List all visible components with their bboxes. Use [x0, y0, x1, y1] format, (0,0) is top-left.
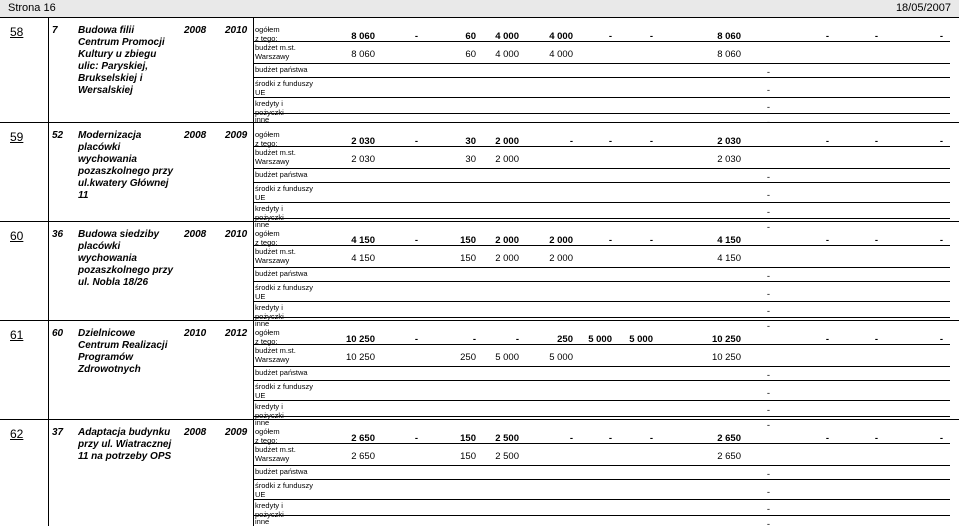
item-number: 52: [52, 130, 64, 141]
source-label-line: z tego:: [255, 238, 278, 247]
source-label-line: kredyty i pożyczki: [255, 99, 284, 117]
eu-funds-value: -: [766, 190, 770, 201]
source-label-line: ogółem: [255, 427, 280, 436]
source-label-line: UE: [255, 88, 266, 97]
city-budget-value: 8 060: [717, 49, 741, 60]
item-number: 37: [52, 427, 64, 438]
other-value: -: [766, 321, 770, 332]
total-value: 4 150: [717, 235, 741, 246]
loans-value: -: [766, 504, 770, 515]
label-other: [255, 517, 313, 526]
source-label-line: budżet m.st.: [255, 43, 296, 52]
row-number: 61: [10, 328, 24, 342]
total-value: -: [414, 433, 418, 444]
city-budget-value: 2 650: [717, 451, 741, 462]
end-year: 2012: [225, 328, 248, 339]
source-label-line: z tego:: [255, 436, 278, 445]
project-row: [0, 320, 959, 431]
label-city-budget: [255, 247, 313, 265]
total-value: -: [649, 235, 653, 246]
city-budget-value: 2 500: [495, 451, 519, 462]
source-label-line: ogółem: [255, 130, 280, 139]
source-label-line: ogółem: [255, 25, 280, 34]
label-eu-funds: [255, 79, 313, 97]
city-budget-value: 250: [460, 352, 476, 363]
start-year: 2008: [184, 130, 207, 141]
eu-funds-value: -: [766, 85, 770, 96]
end-year: 2010: [225, 229, 248, 240]
total-value: -: [874, 235, 878, 246]
eu-funds-value: -: [766, 289, 770, 300]
total-value: 2 000: [495, 235, 519, 246]
end-year: 2009: [225, 427, 248, 438]
total-value: -: [939, 235, 943, 246]
source-label-line: budżet państwa: [255, 368, 308, 377]
city-budget-value: 2 030: [351, 154, 375, 165]
source-label-line: kredyty i pożyczki: [255, 501, 284, 519]
total-value: -: [414, 235, 418, 246]
total-value: -: [825, 433, 829, 444]
city-budget-value: 4 000: [495, 49, 519, 60]
label-state-budget: [255, 65, 313, 74]
city-budget-value: 30: [465, 154, 476, 165]
other-value: -: [766, 519, 770, 530]
total-value: -: [939, 31, 943, 42]
source-label-line: inne: [255, 517, 270, 526]
source-label-line: Warszawy: [255, 454, 290, 463]
label-state-budget: [255, 269, 313, 278]
project-name: Modernizacja placówki wychowania pozaszkolnego przy ul.kwatery Głównej 11: [78, 130, 174, 201]
total-value: 2 650: [717, 433, 741, 444]
city-budget-value: 4 150: [717, 253, 741, 264]
source-label-line: z tego:: [255, 139, 278, 148]
label-state-budget: [255, 368, 313, 377]
eu-funds-value: -: [766, 487, 770, 498]
source-label-line: budżet m.st.: [255, 346, 296, 355]
city-budget-value: 5 000: [495, 352, 519, 363]
label-city-budget: [255, 148, 313, 166]
source-label-line: budżet m.st.: [255, 148, 296, 157]
total-value: -: [414, 31, 418, 42]
start-year: 2010: [184, 328, 207, 339]
city-budget-value: 2 000: [549, 253, 573, 264]
label-city-budget: [255, 445, 313, 463]
item-number: 36: [52, 229, 64, 240]
item-number: 7: [52, 25, 58, 36]
source-label-line: środki z funduszy: [255, 184, 313, 193]
city-budget-value: 2 000: [495, 253, 519, 264]
label-eu-funds: [255, 382, 313, 400]
total-value: 250: [557, 334, 573, 345]
other-value: -: [766, 117, 770, 128]
total-value: 2 030: [351, 136, 375, 147]
source-label-line: środki z funduszy: [255, 382, 313, 391]
item-number: 60: [52, 328, 64, 339]
state-budget-value: -: [766, 271, 770, 282]
source-label-line: budżet państwa: [255, 269, 308, 278]
end-year: 2010: [225, 25, 248, 36]
total-value: -: [569, 433, 573, 444]
print-date: 18/05/2007: [895, 2, 951, 14]
label-state-budget: [255, 467, 313, 476]
page-number: Strona 16: [8, 2, 56, 14]
state-budget-value: -: [766, 67, 770, 78]
source-label-line: UE: [255, 193, 266, 202]
source-label-line: budżet m.st.: [255, 445, 296, 454]
label-city-budget: [255, 346, 313, 364]
project-name: Budowa filii Centrum Promocji Kultury u zbiegu ulic: Paryskiej, Brukselskiej i Wersalskiej: [78, 25, 165, 96]
city-budget-value: 150: [460, 451, 476, 462]
start-year: 2008: [184, 229, 207, 240]
city-budget-value: 2 650: [351, 451, 375, 462]
source-label-line: UE: [255, 391, 266, 400]
total-value: 150: [460, 433, 476, 444]
total-value: -: [939, 334, 943, 345]
source-label-line: środki z funduszy: [255, 481, 313, 490]
source-label-line: Warszawy: [255, 52, 290, 61]
row-number: 58: [10, 25, 24, 39]
total-value: 60: [465, 31, 476, 42]
total-value: 10 250: [345, 334, 375, 345]
total-value: -: [825, 136, 829, 147]
total-value: 8 060: [351, 31, 375, 42]
total-value: -: [414, 334, 418, 345]
start-year: 2008: [184, 25, 207, 36]
city-budget-value: 60: [465, 49, 476, 60]
source-label-line: budżet m.st.: [255, 247, 296, 256]
label-eu-funds: [255, 283, 313, 301]
total-value: -: [515, 334, 519, 345]
total-value: -: [825, 31, 829, 42]
project-name: Budowa siedziby placówki wychowania pozaszkolnego przy ul. Nobla 18/26: [78, 229, 174, 288]
label-total: [255, 328, 313, 346]
label-total: [255, 427, 313, 445]
city-budget-value: 5 000: [549, 352, 573, 363]
city-budget-value: 10 250: [711, 352, 741, 363]
total-value: -: [608, 136, 612, 147]
total-value: 2 030: [717, 136, 741, 147]
source-label-line: ogółem: [255, 229, 280, 238]
end-year: 2009: [225, 130, 248, 141]
source-label-line: Warszawy: [255, 157, 290, 166]
label-total: [255, 130, 313, 148]
city-budget-value: 4 150: [351, 253, 375, 264]
total-value: 4 000: [495, 31, 519, 42]
total-value: 10 250: [711, 334, 741, 345]
label-city-budget: [255, 43, 313, 61]
total-value: -: [874, 433, 878, 444]
total-value: -: [649, 136, 653, 147]
total-value: 5 000: [588, 334, 612, 345]
other-value: -: [766, 420, 770, 431]
total-value: 150: [460, 235, 476, 246]
state-budget-value: -: [766, 172, 770, 183]
source-label-line: inne: [255, 115, 270, 124]
total-value: -: [939, 136, 943, 147]
source-label-line: kredyty i pożyczki: [255, 303, 284, 321]
total-value: -: [472, 334, 476, 345]
source-label-line: środki z funduszy: [255, 283, 313, 292]
source-label-line: Warszawy: [255, 256, 290, 265]
label-total: [255, 229, 313, 247]
total-value: 2 000: [549, 235, 573, 246]
total-value: -: [608, 235, 612, 246]
label-eu-funds: [255, 184, 313, 202]
row-number: 60: [10, 229, 24, 243]
source-label-line: kredyty i pożyczki: [255, 204, 284, 222]
total-value: 30: [465, 136, 476, 147]
source-label-line: kredyty i pożyczki: [255, 402, 284, 420]
label-state-budget: [255, 170, 313, 179]
city-budget-value: 8 060: [351, 49, 375, 60]
total-value: 2 000: [495, 136, 519, 147]
total-value: 2 650: [351, 433, 375, 444]
source-label-line: UE: [255, 490, 266, 499]
loans-value: -: [766, 306, 770, 317]
project-name: Dzielnicowe Centrum Realizacji Programów Zdrowotnych: [78, 328, 168, 375]
source-label-line: budżet państwa: [255, 467, 308, 476]
total-value: -: [608, 31, 612, 42]
city-budget-value: 2 030: [717, 154, 741, 165]
project-name: Adaptacja budynku przy ul. Wiatracznej 11 na potrzeby OPS: [78, 427, 172, 462]
total-value: 4 000: [549, 31, 573, 42]
source-label-line: z tego:: [255, 34, 278, 43]
total-value: -: [939, 433, 943, 444]
total-value: 8 060: [717, 31, 741, 42]
loans-value: -: [766, 207, 770, 218]
source-label-line: inne: [255, 220, 270, 229]
loans-value: -: [766, 102, 770, 113]
city-budget-value: 10 250: [345, 352, 375, 363]
total-value: 4 150: [351, 235, 375, 246]
total-value: -: [825, 235, 829, 246]
row-number: 62: [10, 427, 24, 441]
other-value: -: [766, 222, 770, 233]
source-label-line: ogółem: [255, 328, 280, 337]
state-budget-value: -: [766, 370, 770, 381]
source-label-line: środki z funduszy: [255, 79, 313, 88]
total-value: -: [414, 136, 418, 147]
eu-funds-value: -: [766, 388, 770, 399]
total-value: -: [874, 31, 878, 42]
source-label-line: inne: [255, 319, 270, 328]
project-row: [0, 17, 959, 128]
total-value: 2 500: [495, 433, 519, 444]
start-year: 2008: [184, 427, 207, 438]
source-label-line: Warszawy: [255, 355, 290, 364]
project-row: [0, 419, 959, 530]
page-header: [0, 0, 959, 18]
project-row: [0, 221, 959, 332]
label-total: [255, 25, 313, 43]
total-value: -: [608, 433, 612, 444]
total-value: -: [825, 334, 829, 345]
source-label-line: UE: [255, 292, 266, 301]
city-budget-value: 2 000: [495, 154, 519, 165]
city-budget-value: 4 000: [549, 49, 573, 60]
city-budget-value: 150: [460, 253, 476, 264]
source-label-line: budżet państwa: [255, 170, 308, 179]
state-budget-value: -: [766, 469, 770, 480]
source-label-line: inne: [255, 418, 270, 427]
source-label-line: z tego:: [255, 337, 278, 346]
total-value: -: [874, 136, 878, 147]
total-value: 5 000: [629, 334, 653, 345]
total-value: -: [649, 433, 653, 444]
label-eu-funds: [255, 481, 313, 499]
loans-value: -: [766, 405, 770, 416]
total-value: -: [649, 31, 653, 42]
source-label-line: budżet państwa: [255, 65, 308, 74]
project-row: [0, 122, 959, 233]
row-number: 59: [10, 130, 24, 144]
total-value: -: [569, 136, 573, 147]
total-value: -: [874, 334, 878, 345]
